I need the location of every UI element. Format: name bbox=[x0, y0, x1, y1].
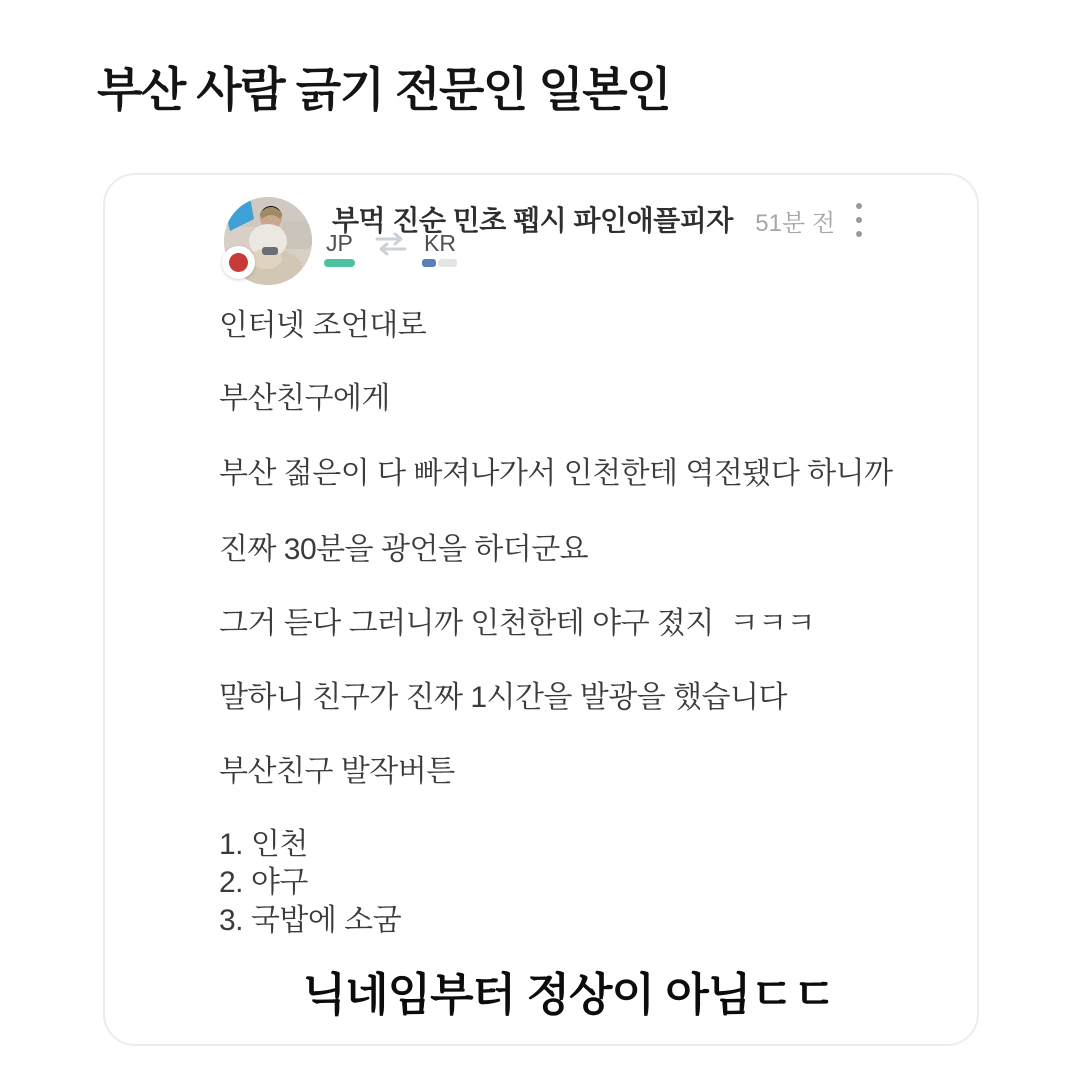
japan-flag-badge-icon bbox=[222, 246, 255, 279]
post-paragraph: 부산친구 발작버튼 bbox=[219, 755, 455, 788]
lang-target-bar-active bbox=[422, 259, 436, 267]
list-item: 2. 야구 bbox=[219, 866, 308, 899]
lang-source-label[interactable]: JP bbox=[326, 230, 353, 256]
post-paragraph: 부산 젊은이 다 빠져나가서 인천한테 역전됐다 하니까 bbox=[219, 457, 893, 490]
list-item: 3. 국밥에 소굼 bbox=[219, 904, 402, 937]
bottom-caption: 닉네임부터 정상이 아님ㄷㄷ bbox=[302, 969, 836, 1020]
lang-source-active-bar bbox=[324, 259, 355, 267]
author-nickname[interactable]: 부먹 진순 민초 펩시 파인애플피자 bbox=[332, 205, 733, 236]
lang-target-bar-inactive bbox=[438, 259, 457, 267]
lang-target-label[interactable]: KR bbox=[424, 230, 456, 256]
post-card bbox=[103, 173, 979, 1046]
kebab-menu-icon[interactable] bbox=[855, 203, 863, 241]
post-paragraph: 진짜 30분을 광언을 하더군요 bbox=[219, 533, 589, 566]
post-paragraph: 그거 듣다 그러니까 인천한테 야구 졌지 ㅋㅋㅋ bbox=[219, 607, 815, 640]
post-paragraph: 말하니 친구가 진짜 1시간을 발광을 했습니다 bbox=[219, 681, 787, 714]
post-paragraph: 인터넷 조언대로 bbox=[219, 309, 427, 342]
translate-swap-icon[interactable] bbox=[373, 231, 409, 257]
japan-flag-dot bbox=[229, 253, 248, 272]
list-item: 1. 인천 bbox=[219, 828, 308, 861]
post-timestamp: 51분 전 bbox=[755, 210, 835, 237]
post-paragraph: 부산친구에게 bbox=[219, 382, 390, 415]
page-title: 부산 사람 긁기 전문인 일본인 bbox=[97, 63, 671, 116]
